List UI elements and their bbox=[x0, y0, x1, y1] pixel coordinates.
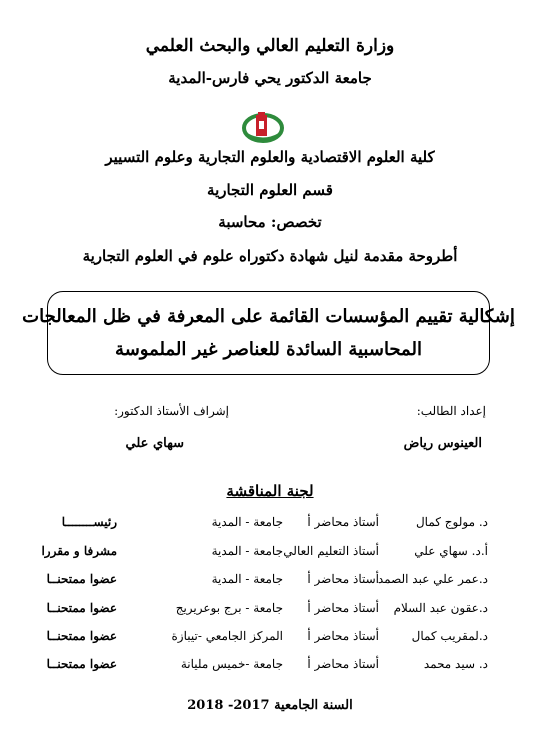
committee-title: لجنة المناقشة bbox=[226, 482, 314, 500]
ministry-name: وزارة التعليم العالي والبحث العلمي bbox=[145, 36, 395, 56]
committee-row bbox=[0, 601, 540, 623]
committee-row bbox=[0, 629, 540, 651]
member-rank: أستاذ محاضر أ bbox=[307, 572, 379, 586]
member-rank: أستاذ محاضر أ bbox=[307, 629, 379, 643]
specialization: تخصص: محاسبة bbox=[218, 213, 322, 231]
member-name: د.لمقريب كمال bbox=[411, 629, 488, 643]
committee-row bbox=[0, 572, 540, 594]
member-rank: أستاذ محاضر أ bbox=[307, 601, 379, 615]
member-name: د.عمر علي عبد الصمد bbox=[377, 572, 488, 586]
student-label: إعداد الطالب: bbox=[416, 404, 486, 418]
member-role: مشرفا و مقررا bbox=[41, 544, 117, 558]
member-name: د.عقون عبد السلام bbox=[393, 601, 488, 615]
member-role: رئيســــــــا bbox=[61, 515, 117, 529]
faculty-name: كلية العلوم الاقتصادية والعلوم التجارية وعلوم التسيير bbox=[105, 148, 435, 166]
student-name: العينوس رياض bbox=[403, 436, 482, 451]
member-name: د. مولوج كمال bbox=[415, 515, 488, 529]
department-name: قسم العلوم التجارية bbox=[207, 181, 333, 199]
member-role: عضوا ممتحنــا bbox=[46, 657, 117, 671]
supervisor-label: إشراف الأستاذ الدكتور: bbox=[114, 404, 229, 418]
university-logo-icon bbox=[241, 110, 285, 144]
thesis-title-box bbox=[22, 291, 515, 375]
member-institution: جامعة -خميس مليانة bbox=[180, 657, 283, 671]
thesis-title-line2: المحاسبية السائدة للعناصر غير الملموسة bbox=[115, 339, 422, 360]
thesis-title-line1: إشكالية تقييم المؤسسات القائمة على المعرفة في ظل المعالجات bbox=[22, 306, 515, 327]
thesis-type: أطروحة مقدمة لنيل شهادة دكتوراه علوم في العلوم التجارية bbox=[82, 247, 458, 265]
committee-row bbox=[0, 544, 540, 566]
member-institution: جامعة - المدية bbox=[211, 544, 283, 558]
university-name: جامعة الدكتور يحي فارس-المدية bbox=[168, 69, 372, 87]
member-role: عضوا ممتحنــا bbox=[46, 629, 117, 643]
member-role: عضوا ممتحنــا bbox=[46, 601, 117, 615]
supervisor-name: سهاي علي bbox=[125, 436, 184, 451]
member-role: عضوا ممتحنــا bbox=[46, 572, 117, 586]
member-rank: أستاذ محاضر أ bbox=[307, 515, 379, 529]
member-name: أ.د. سهاي علي bbox=[414, 544, 488, 558]
committee-row bbox=[0, 515, 540, 537]
academic-year: السنة الجامعية 2017- 2018 bbox=[187, 698, 353, 713]
member-institution: جامعة - المدية bbox=[211, 572, 283, 586]
member-rank: أستاذ محاضر أ bbox=[307, 657, 379, 671]
member-institution: المركز الجامعي -تيبازة bbox=[171, 629, 283, 643]
member-institution: جامعة - برج بوعريريج bbox=[175, 601, 283, 615]
committee-row bbox=[0, 657, 540, 679]
member-rank: أستاذ التعليم العالي bbox=[283, 544, 379, 558]
member-name: د. سيد محمد bbox=[423, 657, 488, 671]
member-institution: جامعة - المدية bbox=[211, 515, 283, 529]
